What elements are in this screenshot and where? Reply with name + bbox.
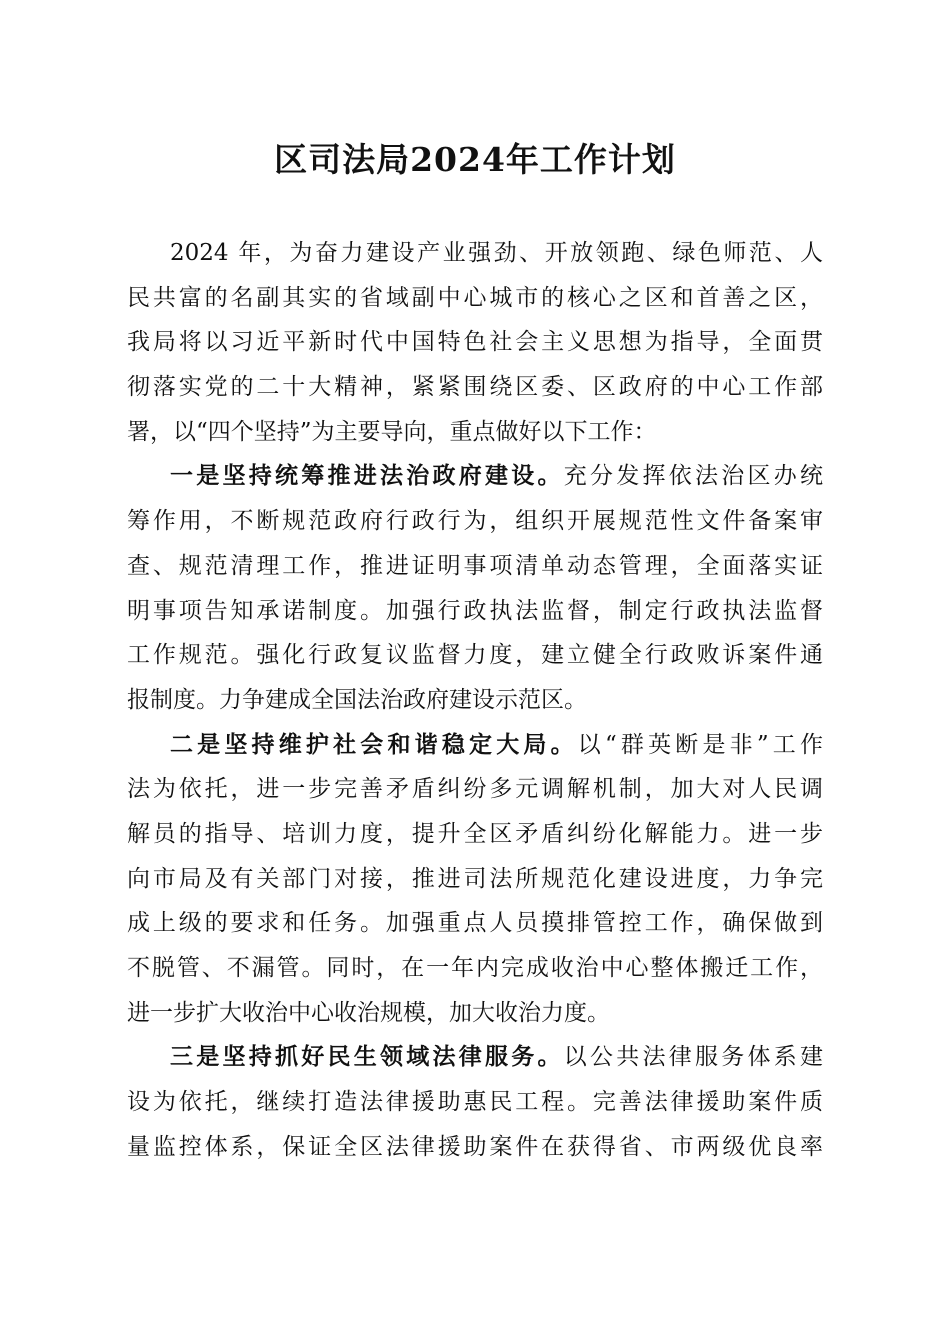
line-text: 成上级的要求和任务。加强重点人员摸排管控工作，确保做到 — [127, 910, 823, 937]
paragraph-line — [127, 231, 823, 276]
line-text: 进一步扩大收治中心收治规模，加大收治力度。 — [127, 999, 610, 1026]
line-text: 筹作用，不断规范政府行政行为，组织开展规范性文件备案审 — [127, 508, 823, 535]
paragraph-line — [127, 589, 823, 634]
paragraph-lead: 一是坚持统筹推进法治政府建设。 — [170, 462, 564, 490]
document-title: 区司法局2024年工作计划 — [274, 140, 676, 179]
line-text: 报制度。力争建成全国法治政府建设示范区。 — [127, 686, 587, 713]
paragraph-line — [127, 1080, 823, 1125]
paragraph-line — [127, 1125, 823, 1170]
paragraph-line — [127, 901, 823, 946]
paragraph-line — [127, 276, 823, 321]
paragraph-line — [127, 991, 823, 1036]
paragraph — [127, 723, 823, 1036]
line-text: 民共富的名副其实的省域副中心城市的核心之区和首善之区， — [127, 284, 823, 311]
paragraph-line — [127, 723, 823, 768]
paragraph-line — [127, 410, 823, 455]
paragraph-line — [127, 946, 823, 991]
paragraph-line — [127, 633, 823, 678]
line-text: 署，以“四个坚持”为主要导向，重点做好以下工作： — [127, 418, 657, 445]
line-text: 我局将以习近平新时代中国特色社会主义思想为指导，全面贯 — [127, 329, 823, 356]
paragraph-line — [127, 812, 823, 857]
line-text: 解员的指导、培训力度，提升全区矛盾纠纷化解能力。进一步 — [127, 820, 823, 847]
paragraph — [127, 1035, 823, 1169]
paragraph-lead: 二是坚持维护社会和谐稳定大局。 — [170, 730, 578, 758]
document-body — [127, 231, 823, 1169]
paragraph-line — [127, 1035, 823, 1080]
paragraph-line — [127, 857, 823, 902]
line-text: 查、规范清理工作，推进证明事项清单动态管理，全面落实证 — [127, 552, 823, 579]
paragraph — [127, 454, 823, 722]
line-text: 不脱管、不漏管。同时，在一年内完成收治中心整体搬迁工作， — [127, 955, 823, 981]
paragraph-line — [127, 767, 823, 812]
line-text: 法为依托，进一步完善矛盾纠纷多元调解机制，加大对人民调 — [127, 776, 823, 803]
line-text: 量监控体系，保证全区法律援助案件在获得省、市两级优良率 — [127, 1133, 823, 1160]
paragraph-line — [127, 320, 823, 365]
line-text: 明事项告知承诺制度。加强行政执法监督，制定行政执法监督 — [127, 597, 823, 624]
line-text: 以公共法律服务体系建 — [563, 1044, 823, 1071]
line-text: 工作规范。强化行政复议监督力度，建立健全行政败诉案件通 — [127, 642, 823, 669]
line-text: 向市局及有关部门对接，推进司法所规范化建设进度，力争完 — [127, 865, 823, 892]
paragraph-line — [127, 499, 823, 544]
paragraph-line — [127, 544, 823, 589]
paragraph-lead: 三是坚持抓好民生领域法律服务。 — [170, 1043, 564, 1071]
line-text: 以“群英断是非”工作 — [577, 731, 823, 758]
line-text: 2024 年，为奋力建设产业强劲、开放领跑、绿色师范、人 — [170, 240, 823, 266]
paragraph-line — [127, 365, 823, 410]
line-text: 设为依托，继续打造法律援助惠民工程。完善法律援助案件质 — [127, 1089, 823, 1116]
paragraph-line — [127, 678, 823, 723]
paragraph — [127, 231, 823, 454]
line-text: 彻落实党的二十大精神，紧紧围绕区委、区政府的中心工作部 — [127, 374, 823, 401]
paragraph-line — [127, 454, 823, 499]
line-text: 充分发挥依法治区办统 — [563, 463, 823, 490]
